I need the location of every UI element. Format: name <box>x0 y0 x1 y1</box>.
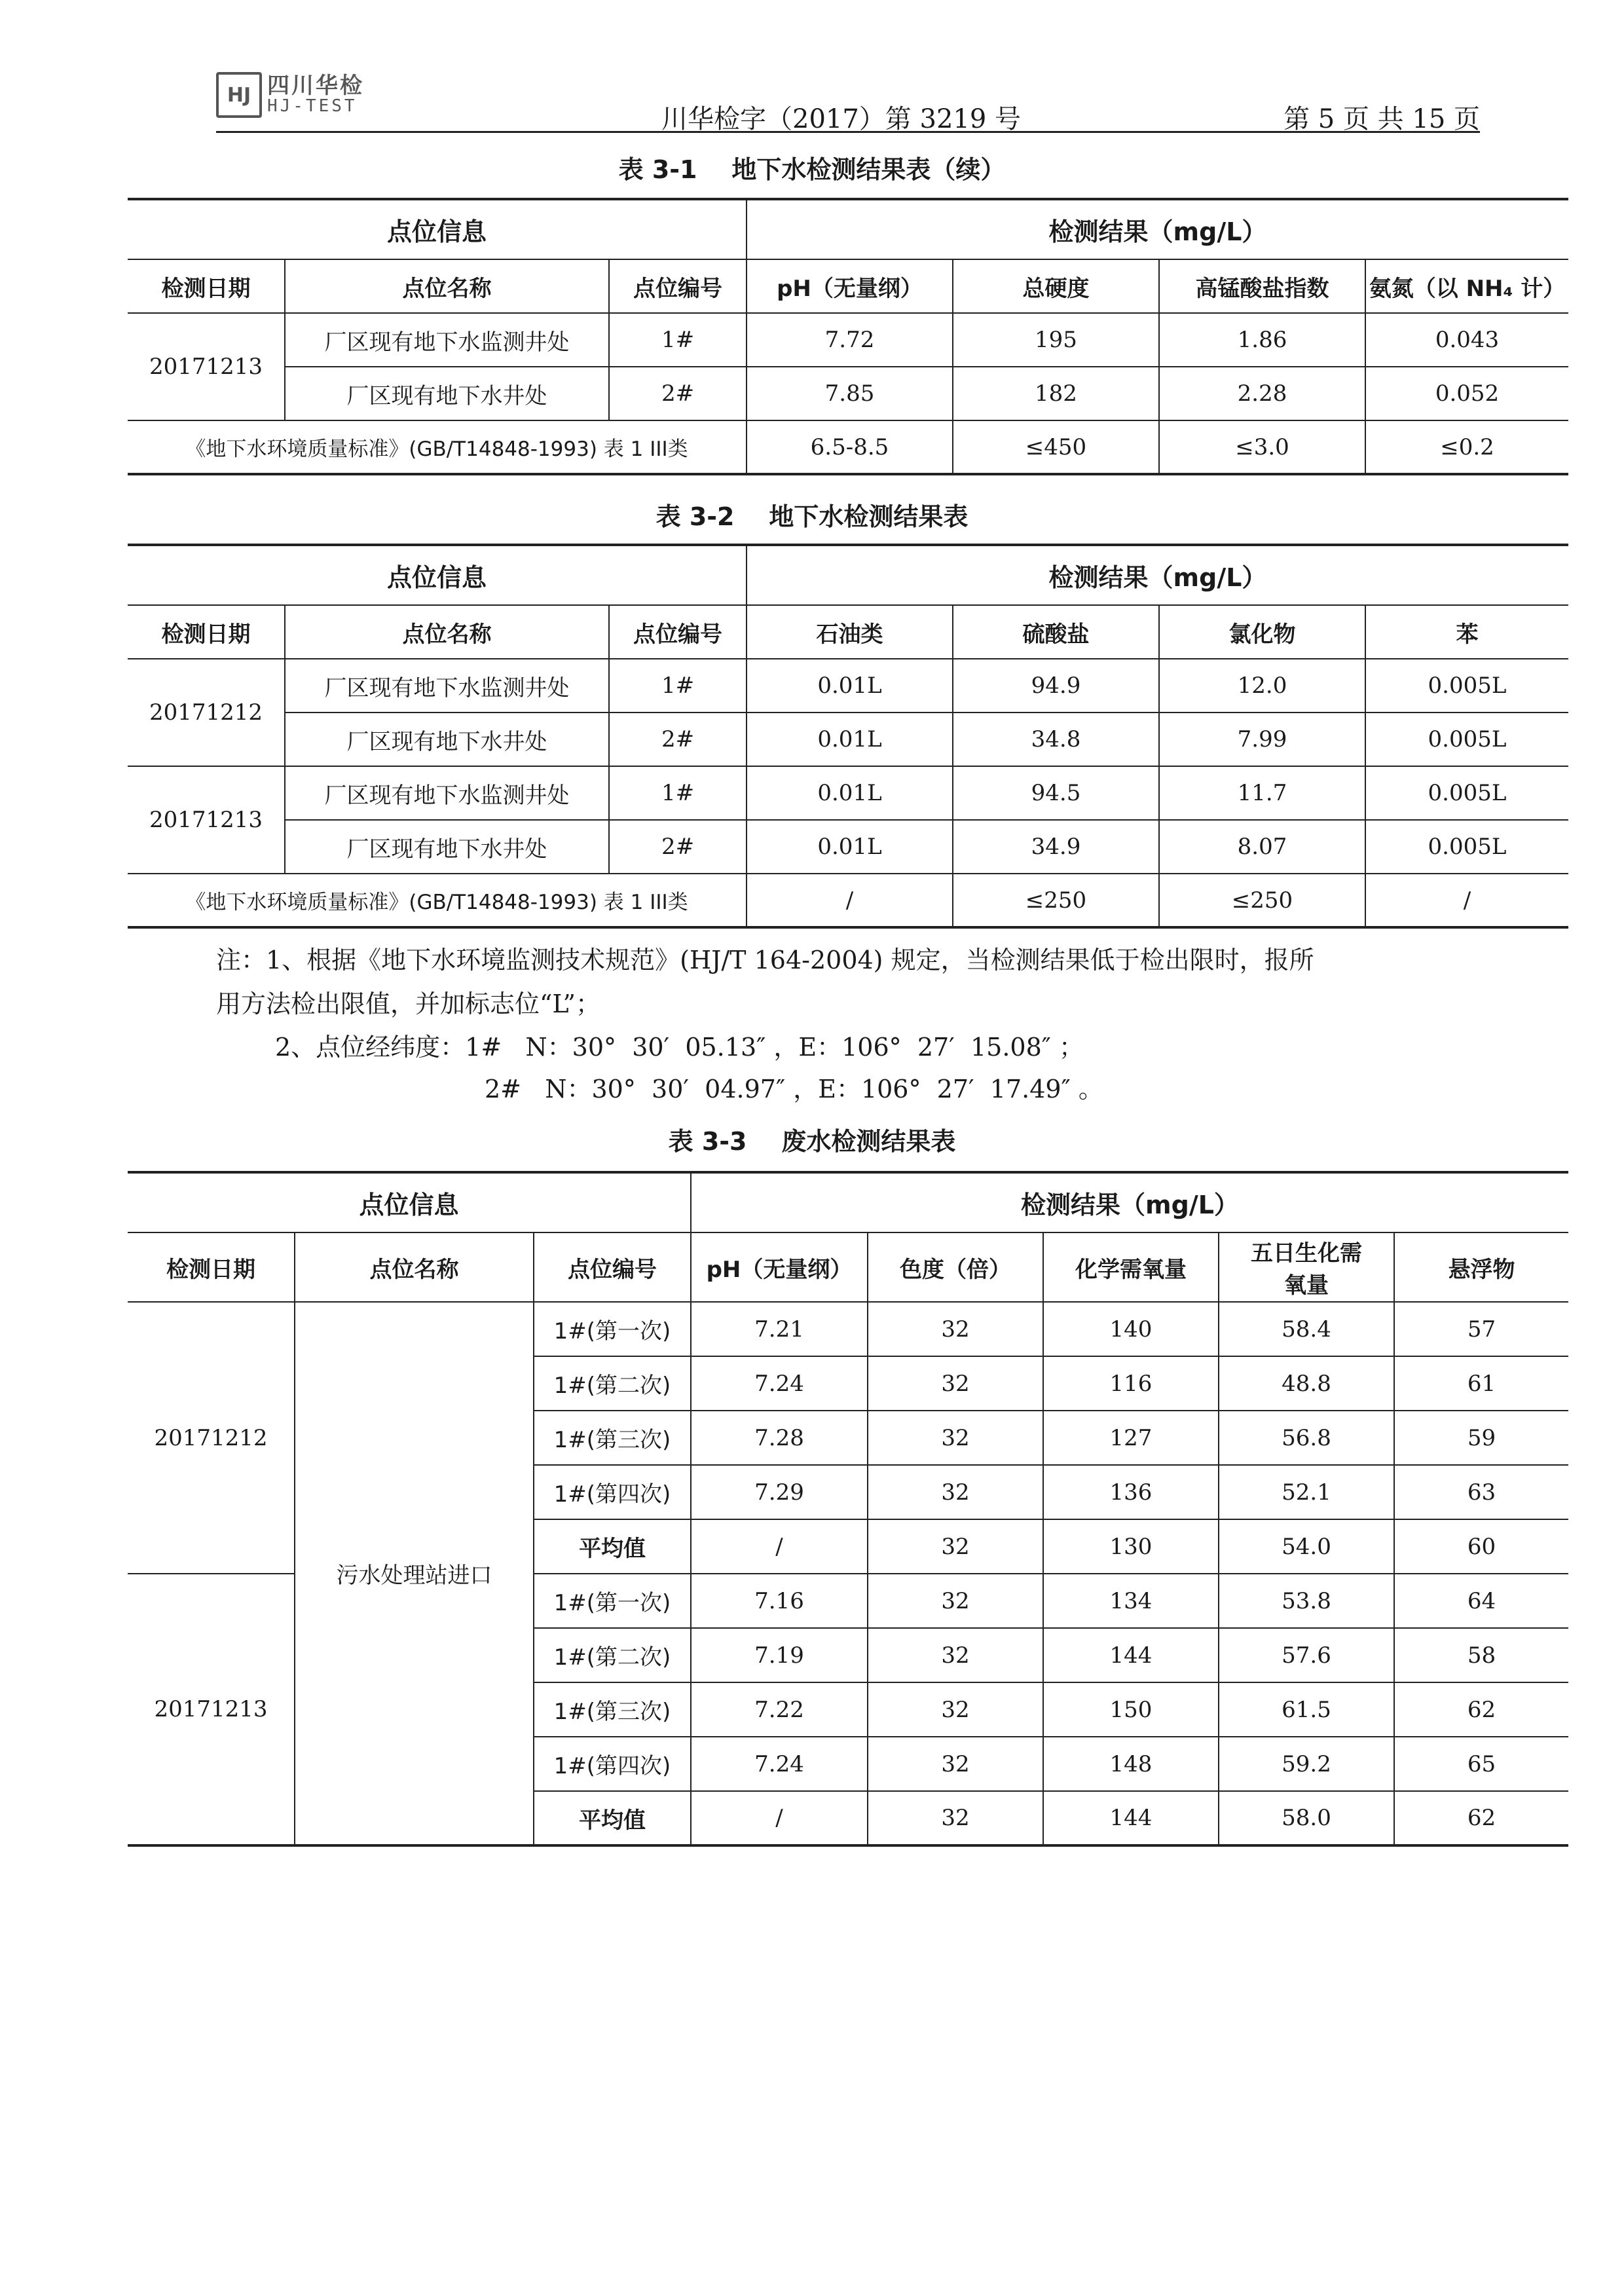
result-value: 57 <box>1394 1302 1568 1356</box>
column-header-date: 检测日期 <box>128 605 285 659</box>
column-header-param: 悬浮物 <box>1394 1232 1568 1302</box>
note-line-3: 2、点位经纬度：1# N：30° 30′ 05.13″ ，E：106° 27′ 15.08″ ； <box>275 1033 1084 1062</box>
note-line-1: 注：1、根据《地下水环境监测技术规范》(HJ/T 164-2004) 规定，当检测结果低于检出限时，报所 <box>216 946 1314 974</box>
table-row <box>128 766 1568 820</box>
sample-date: 20171213 <box>128 1574 295 1845</box>
table-3-1 <box>128 198 1568 475</box>
result-value: 32 <box>868 1356 1043 1411</box>
column-header-param: pH（无量纲） <box>747 259 953 313</box>
result-value: 182 <box>953 367 1159 420</box>
result-value: 32 <box>868 1737 1043 1791</box>
result-value: 7.21 <box>691 1302 868 1356</box>
result-value: 7.72 <box>747 313 953 367</box>
result-value: 57.6 <box>1219 1628 1394 1682</box>
column-header-site-name: 点位名称 <box>285 605 609 659</box>
result-value: 32 <box>868 1791 1043 1845</box>
result-value: 53.8 <box>1219 1574 1394 1628</box>
site-code: 1#(第三次) <box>534 1411 691 1465</box>
table-3-1-caption: 表 3-1 地下水检测结果表（续） <box>618 155 1006 184</box>
group-header-site-info: 点位信息 <box>128 1172 691 1232</box>
company-logo <box>216 72 364 118</box>
result-value: 61.5 <box>1219 1682 1394 1737</box>
result-value: 58 <box>1394 1628 1568 1682</box>
result-value: 62 <box>1394 1682 1568 1737</box>
table-row <box>128 367 1568 420</box>
standard-value: ≤450 <box>953 420 1159 474</box>
document-number: 川华检字（2017）第 3219 号 <box>661 104 1022 134</box>
standard-row <box>128 420 1568 474</box>
logo-english-name: HJ-TEST <box>267 96 358 117</box>
column-header-site-code: 点位编号 <box>609 259 747 313</box>
result-value: 94.5 <box>953 766 1159 820</box>
site-name: 厂区现有地下水井处 <box>285 367 609 420</box>
column-header-param: pH（无量纲） <box>691 1232 868 1302</box>
table-3-2 <box>128 544 1568 929</box>
sample-date: 20171212 <box>128 1302 295 1574</box>
result-value: 58.0 <box>1219 1791 1394 1845</box>
site-name: 厂区现有地下水监测井处 <box>285 313 609 367</box>
standard-value: / <box>1365 874 1568 927</box>
site-code: 2# <box>609 367 747 420</box>
result-value: 140 <box>1043 1302 1219 1356</box>
result-value: 7.16 <box>691 1574 868 1628</box>
result-value: 32 <box>868 1519 1043 1574</box>
result-value: 7.99 <box>1159 713 1365 766</box>
site-code: 平均值 <box>534 1519 691 1574</box>
header-divider <box>216 131 1480 133</box>
result-value: 54.0 <box>1219 1519 1394 1574</box>
note-line-4: 2# N：30° 30′ 04.97″ ，E：106° 27′ 17.49″ 。 <box>485 1075 1103 1103</box>
site-name: 厂区现有地下水井处 <box>285 820 609 874</box>
standard-row <box>128 874 1568 927</box>
site-code: 2# <box>609 820 747 874</box>
result-value: 64 <box>1394 1574 1568 1628</box>
column-header-param: 氯化物 <box>1159 605 1365 659</box>
result-value: 32 <box>868 1411 1043 1465</box>
standard-value: ≤0.2 <box>1365 420 1568 474</box>
table-3-3-caption: 表 3-3 废水检测结果表 <box>668 1127 956 1156</box>
site-code: 1# <box>609 659 747 713</box>
result-value: 7.19 <box>691 1628 868 1682</box>
standard-value: ≤3.0 <box>1159 420 1365 474</box>
result-value: 58.4 <box>1219 1302 1394 1356</box>
result-value: 7.28 <box>691 1411 868 1465</box>
column-header-param: 高锰酸盐指数 <box>1159 259 1365 313</box>
standard-value: ≤250 <box>953 874 1159 927</box>
result-value: 0.01L <box>747 766 953 820</box>
page-indicator: 第 5 页 共 15 页 <box>1283 104 1480 134</box>
result-value: 32 <box>868 1302 1043 1356</box>
column-header-param: 五日生化需氧量 <box>1219 1232 1394 1302</box>
result-value: 60 <box>1394 1519 1568 1574</box>
table-row <box>128 1302 1568 1356</box>
result-value: 32 <box>868 1628 1043 1682</box>
result-value: 144 <box>1043 1628 1219 1682</box>
result-value: 7.22 <box>691 1682 868 1737</box>
group-header-results: 检测结果（mg/L） <box>747 199 1568 259</box>
site-code: 1#(第四次) <box>534 1465 691 1519</box>
result-value: 0.043 <box>1365 313 1568 367</box>
site-code: 1#(第二次) <box>534 1356 691 1411</box>
result-value: 0.005L <box>1365 766 1568 820</box>
result-value: 34.8 <box>953 713 1159 766</box>
result-value: 52.1 <box>1219 1465 1394 1519</box>
site-name: 厂区现有地下水监测井处 <box>285 659 609 713</box>
result-value: 0.005L <box>1365 659 1568 713</box>
site-name: 厂区现有地下水井处 <box>285 713 609 766</box>
standard-value: 6.5-8.5 <box>747 420 953 474</box>
column-header-site-name: 点位名称 <box>285 259 609 313</box>
table-row <box>128 820 1568 874</box>
group-header-results: 检测结果（mg/L） <box>691 1172 1568 1232</box>
result-value: 59.2 <box>1219 1737 1394 1791</box>
result-value: 0.005L <box>1365 713 1568 766</box>
result-value: 8.07 <box>1159 820 1365 874</box>
column-header-param: 苯 <box>1365 605 1568 659</box>
result-value: 63 <box>1394 1465 1568 1519</box>
result-value: 11.7 <box>1159 766 1365 820</box>
standard-value: ≤250 <box>1159 874 1365 927</box>
result-value: 136 <box>1043 1465 1219 1519</box>
table-row <box>128 313 1568 367</box>
table-3-3 <box>128 1171 1568 1847</box>
result-value: 32 <box>868 1465 1043 1519</box>
note-line-2: 用方法检出限值，并加标志位“L”； <box>216 990 600 1018</box>
table-row <box>128 659 1568 713</box>
site-code: 1#(第四次) <box>534 1737 691 1791</box>
result-value: 7.24 <box>691 1737 868 1791</box>
result-value: 62 <box>1394 1791 1568 1845</box>
column-header-param: 化学需氧量 <box>1043 1232 1219 1302</box>
logo-chinese-name: 四川华检 <box>267 72 364 99</box>
column-header-param: 石油类 <box>747 605 953 659</box>
result-value: 32 <box>868 1574 1043 1628</box>
result-value: 59 <box>1394 1411 1568 1465</box>
column-header-param: 色度（倍） <box>868 1232 1043 1302</box>
standard-label: 《地下水环境质量标准》(GB/T14848-1993) 表 1 III类 <box>128 420 747 474</box>
site-code: 1#(第二次) <box>534 1628 691 1682</box>
result-value: / <box>691 1791 868 1845</box>
group-header-site-info: 点位信息 <box>128 199 747 259</box>
column-header-site-name: 点位名称 <box>295 1232 534 1302</box>
site-code: 1# <box>609 766 747 820</box>
result-value: 0.01L <box>747 713 953 766</box>
column-header-date: 检测日期 <box>128 1232 295 1302</box>
column-header-site-code: 点位编号 <box>609 605 747 659</box>
result-value: 34.9 <box>953 820 1159 874</box>
column-header-date: 检测日期 <box>128 259 285 313</box>
result-value: 134 <box>1043 1574 1219 1628</box>
table-3-2-caption: 表 3-2 地下水检测结果表 <box>655 502 969 531</box>
result-value: 116 <box>1043 1356 1219 1411</box>
result-value: 7.85 <box>747 367 953 420</box>
result-value: 0.052 <box>1365 367 1568 420</box>
result-value: 61 <box>1394 1356 1568 1411</box>
result-value: 144 <box>1043 1791 1219 1845</box>
standard-value: / <box>747 874 953 927</box>
table-row <box>128 713 1568 766</box>
site-code: 2# <box>609 713 747 766</box>
standard-label: 《地下水环境质量标准》(GB/T14848-1993) 表 1 III类 <box>128 874 747 927</box>
site-name: 污水处理站进口 <box>295 1302 534 1845</box>
result-value: 12.0 <box>1159 659 1365 713</box>
result-value: 130 <box>1043 1519 1219 1574</box>
sample-date: 20171212 <box>128 659 285 766</box>
column-header-param: 硫酸盐 <box>953 605 1159 659</box>
result-value: 148 <box>1043 1737 1219 1791</box>
column-header-site-code: 点位编号 <box>534 1232 691 1302</box>
result-value: 1.86 <box>1159 313 1365 367</box>
site-code: 1# <box>609 313 747 367</box>
column-header-param: 总硬度 <box>953 259 1159 313</box>
result-value: 56.8 <box>1219 1411 1394 1465</box>
result-value: 7.24 <box>691 1356 868 1411</box>
result-value: 0.01L <box>747 820 953 874</box>
logo-mark: HJ <box>216 72 262 118</box>
site-code: 1#(第一次) <box>534 1574 691 1628</box>
result-value: 150 <box>1043 1682 1219 1737</box>
result-value: / <box>691 1519 868 1574</box>
result-value: 0.005L <box>1365 820 1568 874</box>
site-code: 1#(第三次) <box>534 1682 691 1737</box>
sample-date: 20171213 <box>128 313 285 420</box>
result-value: 94.9 <box>953 659 1159 713</box>
group-header-results: 检测结果（mg/L） <box>747 545 1568 605</box>
site-name: 厂区现有地下水监测井处 <box>285 766 609 820</box>
result-value: 65 <box>1394 1737 1568 1791</box>
result-value: 127 <box>1043 1411 1219 1465</box>
result-value: 195 <box>953 313 1159 367</box>
result-value: 2.28 <box>1159 367 1365 420</box>
group-header-site-info: 点位信息 <box>128 545 747 605</box>
result-value: 48.8 <box>1219 1356 1394 1411</box>
site-code: 平均值 <box>534 1791 691 1845</box>
result-value: 0.01L <box>747 659 953 713</box>
site-code: 1#(第一次) <box>534 1302 691 1356</box>
sample-date: 20171213 <box>128 766 285 874</box>
result-value: 32 <box>868 1682 1043 1737</box>
result-value: 7.29 <box>691 1465 868 1519</box>
column-header-param: 氨氮（以 NH₄ 计） <box>1365 259 1568 313</box>
